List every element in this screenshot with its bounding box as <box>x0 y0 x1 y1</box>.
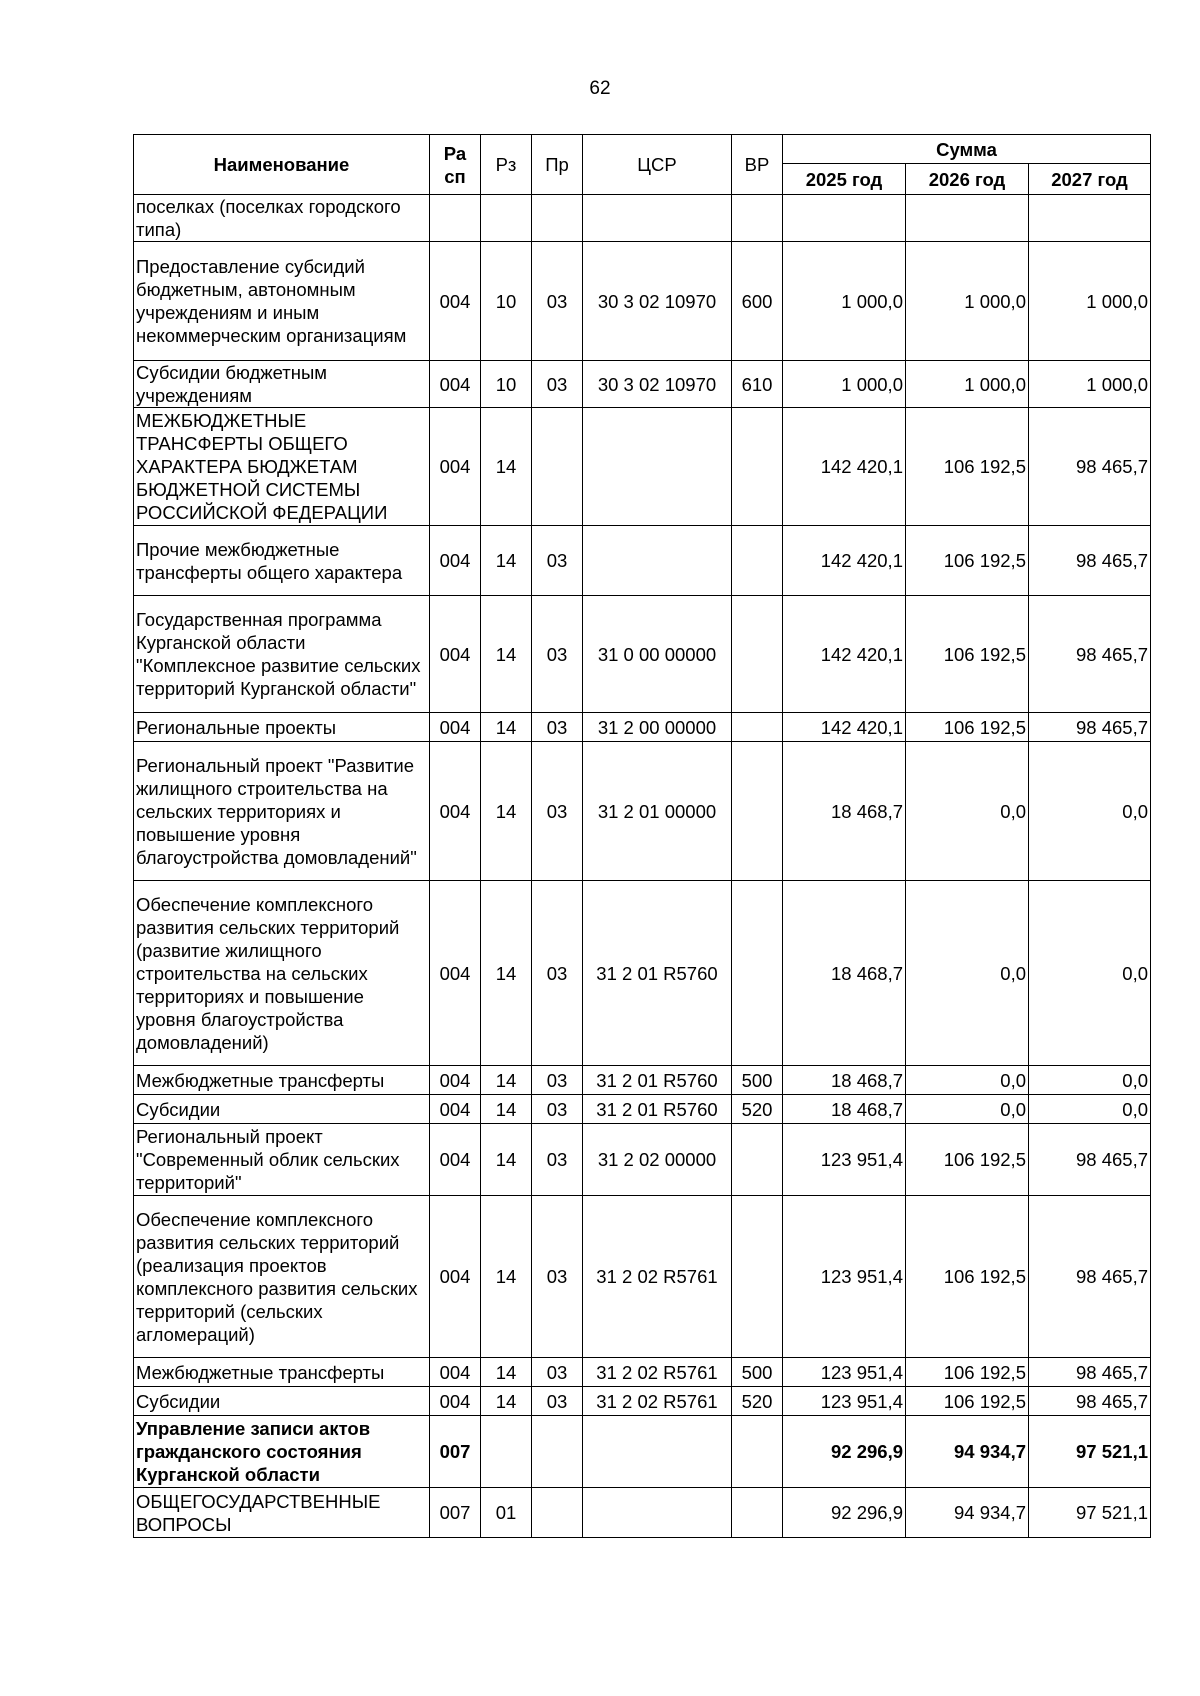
row-vr: 520 <box>732 1387 783 1416</box>
header-year-2025: 2025 год <box>783 164 906 195</box>
row-csr: 31 2 01 00000 <box>583 742 732 881</box>
row-rz <box>481 1416 532 1488</box>
row-pr <box>532 408 583 526</box>
row-rz: 14 <box>481 742 532 881</box>
row-rz: 14 <box>481 881 532 1066</box>
row-csr: 31 0 00 00000 <box>583 596 732 713</box>
row-vr <box>732 526 783 596</box>
row-amount-2025: 18 468,7 <box>783 742 906 881</box>
header-rasp: Ра сп <box>430 135 481 195</box>
table-row <box>134 1095 1151 1124</box>
table-row <box>134 713 1151 742</box>
row-rasp: 004 <box>430 1196 481 1358</box>
row-amount-2025: 1 000,0 <box>783 242 906 361</box>
header-year-2027: 2027 год <box>1029 164 1151 195</box>
row-pr: 03 <box>532 596 583 713</box>
row-amount-2027: 98 465,7 <box>1029 1196 1151 1358</box>
table-row <box>134 1416 1151 1488</box>
table-row <box>134 1066 1151 1095</box>
header-csr: ЦСР <box>583 135 732 195</box>
row-vr: 500 <box>732 1358 783 1387</box>
row-csr <box>583 408 732 526</box>
row-pr: 03 <box>532 713 583 742</box>
row-amount-2026: 106 192,5 <box>906 1387 1029 1416</box>
row-amount-2027 <box>1029 195 1151 242</box>
row-amount-2026: 1 000,0 <box>906 242 1029 361</box>
row-amount-2027: 0,0 <box>1029 1066 1151 1095</box>
row-name: Обеспечение комплексного развития сельских территорий (реализация проектов комплексного развития сельских территорий (сельских агломераций) <box>134 1196 430 1358</box>
row-vr <box>732 1124 783 1196</box>
row-amount-2026: 106 192,5 <box>906 1358 1029 1387</box>
row-vr: 500 <box>732 1066 783 1095</box>
table-header <box>134 135 1151 195</box>
row-vr <box>732 881 783 1066</box>
row-amount-2025: 92 296,9 <box>783 1488 906 1538</box>
row-pr: 03 <box>532 242 583 361</box>
row-amount-2025: 1 000,0 <box>783 361 906 408</box>
table-row <box>134 361 1151 408</box>
table-row <box>134 242 1151 361</box>
row-csr: 31 2 02 R5761 <box>583 1358 732 1387</box>
row-amount-2027: 98 465,7 <box>1029 526 1151 596</box>
row-vr <box>732 596 783 713</box>
row-amount-2025: 142 420,1 <box>783 713 906 742</box>
row-name: Межбюджетные трансферты <box>134 1066 430 1095</box>
row-rasp: 007 <box>430 1488 481 1538</box>
row-csr: 31 2 01 R5760 <box>583 881 732 1066</box>
row-rasp: 004 <box>430 1066 481 1095</box>
row-pr: 03 <box>532 526 583 596</box>
row-rz: 14 <box>481 596 532 713</box>
row-vr <box>732 408 783 526</box>
header-vr: ВР <box>732 135 783 195</box>
row-amount-2026: 0,0 <box>906 881 1029 1066</box>
row-amount-2027: 0,0 <box>1029 742 1151 881</box>
row-pr: 03 <box>532 1387 583 1416</box>
row-amount-2027: 0,0 <box>1029 1095 1151 1124</box>
row-vr <box>732 195 783 242</box>
table-row <box>134 195 1151 242</box>
header-year-2026: 2026 год <box>906 164 1029 195</box>
row-name: МЕЖБЮДЖЕТНЫЕ ТРАНСФЕРТЫ ОБЩЕГО ХАРАКТЕРА БЮДЖЕТАМ БЮДЖЕТНОЙ СИСТЕМЫ РОССИЙСКОЙ ФЕДЕРАЦИИ <box>134 408 430 526</box>
table-body <box>134 195 1151 1538</box>
row-amount-2027: 97 521,1 <box>1029 1488 1151 1538</box>
row-amount-2026: 94 934,7 <box>906 1488 1029 1538</box>
row-amount-2026: 0,0 <box>906 742 1029 881</box>
row-vr <box>732 713 783 742</box>
row-rz: 14 <box>481 1124 532 1196</box>
row-amount-2027: 0,0 <box>1029 881 1151 1066</box>
row-rz: 10 <box>481 361 532 408</box>
row-amount-2027: 98 465,7 <box>1029 713 1151 742</box>
row-amount-2025: 18 468,7 <box>783 881 906 1066</box>
row-rz: 14 <box>481 1095 532 1124</box>
row-amount-2027: 98 465,7 <box>1029 1124 1151 1196</box>
row-pr: 03 <box>532 1066 583 1095</box>
row-amount-2025: 142 420,1 <box>783 596 906 713</box>
row-amount-2026: 106 192,5 <box>906 713 1029 742</box>
row-name: Межбюджетные трансферты <box>134 1358 430 1387</box>
row-name: Субсидии <box>134 1095 430 1124</box>
row-amount-2026: 106 192,5 <box>906 1124 1029 1196</box>
row-csr: 31 2 02 R5761 <box>583 1196 732 1358</box>
row-rasp: 004 <box>430 1095 481 1124</box>
row-name: Региональный проект "Современный облик сельских территорий" <box>134 1124 430 1196</box>
row-csr: 31 2 01 R5760 <box>583 1095 732 1124</box>
row-amount-2026: 106 192,5 <box>906 596 1029 713</box>
row-rz: 14 <box>481 408 532 526</box>
row-amount-2025: 123 951,4 <box>783 1124 906 1196</box>
row-rasp: 004 <box>430 361 481 408</box>
row-vr <box>732 742 783 881</box>
header-name: Наименование <box>134 135 430 195</box>
row-amount-2026: 0,0 <box>906 1095 1029 1124</box>
row-name: Региональный проект "Развитие жилищного строительства на сельских территориях и повышение уровня благоустройства домовладений" <box>134 742 430 881</box>
row-amount-2025 <box>783 195 906 242</box>
row-rasp: 004 <box>430 881 481 1066</box>
page-number: 62 <box>589 78 611 99</box>
table-row <box>134 1387 1151 1416</box>
row-name: Предоставление субсидий бюджетным, автономным учреждениям и иным некоммерческим организациям <box>134 242 430 361</box>
row-pr: 03 <box>532 881 583 1066</box>
row-rz: 14 <box>481 1387 532 1416</box>
row-amount-2025: 142 420,1 <box>783 408 906 526</box>
row-amount-2025: 18 468,7 <box>783 1095 906 1124</box>
row-csr <box>583 1416 732 1488</box>
table-row <box>134 742 1151 881</box>
header-pr: Пр <box>532 135 583 195</box>
header-sum: Сумма <box>783 135 1151 164</box>
row-rasp: 004 <box>430 713 481 742</box>
row-rasp <box>430 195 481 242</box>
row-vr <box>732 1416 783 1488</box>
row-amount-2025: 142 420,1 <box>783 526 906 596</box>
row-rasp: 004 <box>430 742 481 881</box>
row-name: Субсидии бюджетным учреждениям <box>134 361 430 408</box>
table-row <box>134 1196 1151 1358</box>
row-rz: 01 <box>481 1488 532 1538</box>
row-csr: 31 2 00 00000 <box>583 713 732 742</box>
row-amount-2025: 18 468,7 <box>783 1066 906 1095</box>
row-csr <box>583 526 732 596</box>
row-rasp: 004 <box>430 1124 481 1196</box>
table-row <box>134 1358 1151 1387</box>
row-vr: 610 <box>732 361 783 408</box>
row-pr <box>532 1488 583 1538</box>
row-vr: 600 <box>732 242 783 361</box>
row-rasp: 004 <box>430 1358 481 1387</box>
row-vr: 520 <box>732 1095 783 1124</box>
row-amount-2027: 97 521,1 <box>1029 1416 1151 1488</box>
row-amount-2026: 106 192,5 <box>906 526 1029 596</box>
row-amount-2026 <box>906 195 1029 242</box>
row-pr: 03 <box>532 1095 583 1124</box>
row-amount-2025: 123 951,4 <box>783 1196 906 1358</box>
row-rz: 14 <box>481 1196 532 1358</box>
row-amount-2025: 92 296,9 <box>783 1416 906 1488</box>
row-amount-2027: 1 000,0 <box>1029 361 1151 408</box>
row-amount-2026: 94 934,7 <box>906 1416 1029 1488</box>
row-name: Прочие межбюджетные трансферты общего характера <box>134 526 430 596</box>
row-amount-2027: 98 465,7 <box>1029 1387 1151 1416</box>
row-name: поселках (поселках городского типа) <box>134 195 430 242</box>
row-rasp: 004 <box>430 526 481 596</box>
row-name: Управление записи актов гражданского состояния Курганской области <box>134 1416 430 1488</box>
row-name: Региональные проекты <box>134 713 430 742</box>
row-rz <box>481 195 532 242</box>
row-amount-2026: 106 192,5 <box>906 1196 1029 1358</box>
row-name: Государственная программа Курганской области "Комплексное развитие сельских территорий Курганской области" <box>134 596 430 713</box>
row-csr <box>583 1488 732 1538</box>
row-amount-2026: 0,0 <box>906 1066 1029 1095</box>
row-pr: 03 <box>532 1358 583 1387</box>
row-pr: 03 <box>532 361 583 408</box>
row-amount-2027: 98 465,7 <box>1029 1358 1151 1387</box>
row-rasp: 004 <box>430 1387 481 1416</box>
row-vr <box>732 1196 783 1358</box>
row-amount-2025: 123 951,4 <box>783 1387 906 1416</box>
row-amount-2027: 98 465,7 <box>1029 596 1151 713</box>
row-amount-2026: 106 192,5 <box>906 408 1029 526</box>
row-rz: 14 <box>481 526 532 596</box>
row-rasp: 004 <box>430 408 481 526</box>
row-pr <box>532 1416 583 1488</box>
row-pr <box>532 195 583 242</box>
table-row <box>134 1124 1151 1196</box>
table-row <box>134 526 1151 596</box>
row-csr: 31 2 02 00000 <box>583 1124 732 1196</box>
row-name: Обеспечение комплексного развития сельских территорий (развитие жилищного строительства на сельских территориях и повышение уровня благоустройства домовладений) <box>134 881 430 1066</box>
row-rz: 14 <box>481 1066 532 1095</box>
row-name: ОБЩЕГОСУДАРСТВЕННЫЕ ВОПРОСЫ <box>134 1488 430 1538</box>
row-amount-2025: 123 951,4 <box>783 1358 906 1387</box>
row-name: Субсидии <box>134 1387 430 1416</box>
row-rz: 14 <box>481 713 532 742</box>
row-rasp: 004 <box>430 596 481 713</box>
row-pr: 03 <box>532 742 583 881</box>
row-csr: 30 3 02 10970 <box>583 361 732 408</box>
row-csr: 31 2 01 R5760 <box>583 1066 732 1095</box>
table-row <box>134 596 1151 713</box>
row-pr: 03 <box>532 1196 583 1358</box>
row-rasp: 007 <box>430 1416 481 1488</box>
table-row <box>134 1488 1151 1538</box>
row-amount-2027: 98 465,7 <box>1029 408 1151 526</box>
budget-table <box>133 134 1151 1538</box>
row-csr: 31 2 02 R5761 <box>583 1387 732 1416</box>
row-rasp: 004 <box>430 242 481 361</box>
row-rz: 10 <box>481 242 532 361</box>
row-vr <box>732 1488 783 1538</box>
row-csr <box>583 195 732 242</box>
row-rz: 14 <box>481 1358 532 1387</box>
table-row <box>134 881 1151 1066</box>
row-amount-2027: 1 000,0 <box>1029 242 1151 361</box>
row-amount-2026: 1 000,0 <box>906 361 1029 408</box>
header-rz: Рз <box>481 135 532 195</box>
row-csr: 30 3 02 10970 <box>583 242 732 361</box>
table-row <box>134 408 1151 526</box>
row-pr: 03 <box>532 1124 583 1196</box>
